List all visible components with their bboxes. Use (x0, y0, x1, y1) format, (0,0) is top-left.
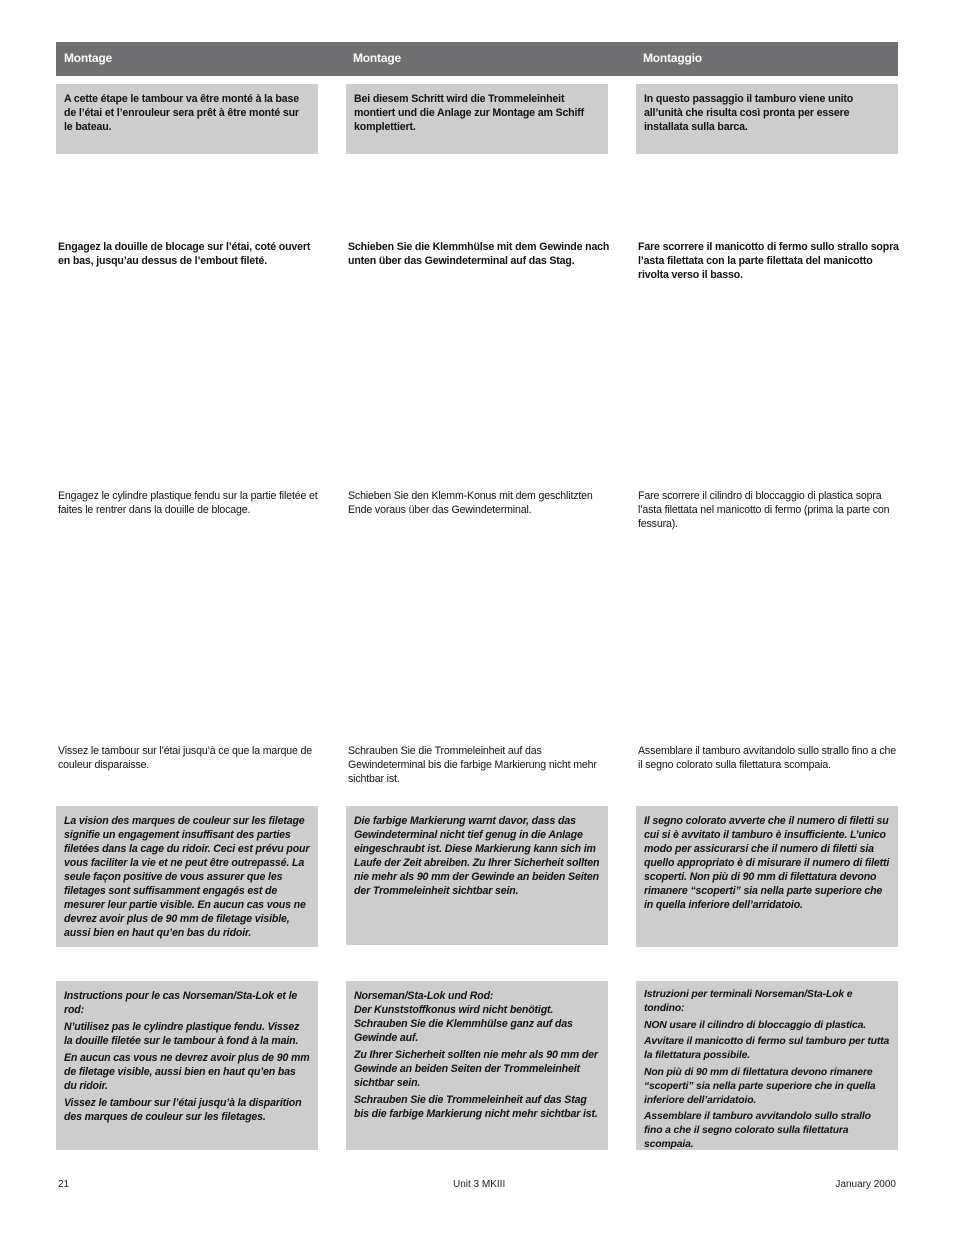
header-label-italian: Montaggio (643, 51, 702, 65)
step2-text-french: Engagez le cylindre plastique fendu sur la partie filetée et faites le rentrer dans la douille de blocage. (58, 490, 318, 516)
header-label-german: Montage (353, 51, 401, 65)
warning-box-french (56, 806, 318, 947)
norseman-it-line-5: Assemblare il tamburo avvitandolo sullo strallo fino a che il segno colorato sulla filettatura scompaia. (644, 1111, 871, 1150)
norseman-fr-line-3: En aucun cas vous ne devrez avoir plus de 90 mm de filetage visible, aussi bien en haut qu’en bas du ridoir. (64, 1052, 310, 1092)
norseman-fr-line-4: Vissez le tambour sur l’étai jusqu’à la disparition des marques de couleur sur les filetages. (64, 1097, 302, 1123)
norseman-de-line-3: Zu Ihrer Sicherheit sollten nie mehr als 90 mm der Gewinde an beiden Seiten der Trommeleinheit sichtbar sein. (354, 1049, 598, 1089)
step3-text-german: Schrauben Sie die Trommeleinheit auf das Gewindeterminal bis die farbige Markierung nicht mehr sichtbar ist. (348, 745, 597, 785)
intro-text-italian: In questo passaggio il tamburo viene unito all’unità che risulta così pronta per essere installata sulla barca. (644, 93, 854, 133)
warning-box-german (346, 806, 608, 945)
header-label-french: Montage (64, 51, 112, 65)
intro-box-french (56, 84, 318, 154)
step3-text-italian: Assemblare il tamburo avvitandolo sullo strallo fino a che il segno colorato sulla filettatura scompaia. (638, 745, 897, 771)
norseman-de-line-2: Der Kunststoffkonus wird nicht benötigt. Schrauben Sie die Klemmhülse ganz auf das Gewinde auf. (354, 1004, 573, 1044)
norseman-box-german (346, 981, 608, 1150)
norseman-it-line-4: Non più di 90 mm di filettatura devono rimanere “scoperti” sia nella parte superiore che in quella inferiore dell’arridatoio. (644, 1066, 876, 1106)
warning-box-italian (636, 806, 898, 947)
step2-text-german: Schieben Sie den Klemm-Konus mit dem geschlitzten Ende voraus über das Gewindeterminal. (348, 490, 593, 516)
footer-date: January 2000 (835, 1179, 896, 1190)
step1-text-french: Engagez la douille de blocage sur l’étai, coté ouvert en bas, jusqu’au dessus de l’embout fileté. (58, 241, 311, 267)
norseman-box-italian (636, 981, 898, 1150)
step1-text-german: Schieben Sie die Klemmhülse mit dem Gewinde nach unten über das Gewindeterminal auf das Stag. (348, 241, 610, 267)
norseman-it-line-1: Istruzioni per terminali Norseman/Sta-Lok e tondino: (644, 989, 853, 1014)
norseman-de-line-1: Norseman/Sta-Lok und Rod: (354, 990, 494, 1002)
step3-text-french: Vissez le tambour sur l’étai jusqu’à ce que la marque de couleur disparaisse. (58, 745, 313, 771)
norseman-it-line-3: Avvitare il manicotto di fermo sul tamburo per tutta la filettatura possibile. (644, 1036, 890, 1062)
norseman-it-line-2: NON usare il cilindro di bloccaggio di plastica. (644, 1019, 867, 1031)
header-bar (56, 42, 898, 76)
intro-box-german (346, 84, 608, 154)
warning-text-italian: Il segno colorato avverte che il numero di filetti su cui si è avvitato il tamburo è insufficiente. L’unico modo per assicurarsi che il numero di filetti sia quello appropriato è di misurare il numero di filetti scoperti. Non più di 90 mm di filettatura devono rimanere “scoperti” sia nella parte superiore che in quella inferiore dell’arridatoio. (644, 815, 890, 911)
footer-unit: Unit 3 MKIII (453, 1179, 506, 1190)
norseman-fr-line-2: N’utilisez pas le cylindre plastique fendu. Vissez la douille filetée sur le tambour à fond à la main. (64, 1021, 300, 1047)
norseman-fr-line-1: Instructions pour le cas Norseman/Sta-Lok et le rod: (64, 990, 298, 1016)
norseman-box-french (56, 981, 318, 1150)
intro-text-french: A cette étape le tambour va être monté à la base de l’étai et l’enrouleur sera prêt à être monté sur le bateau. (64, 93, 299, 133)
warning-text-german: Die farbige Markierung warnt davor, dass das Gewindeterminal nicht tief genug in die Anlage eingeschraubt ist. Diese Markierung kann sich im Laufe der Zeit abreiben. Zu Ihrer Sicherheit sollten nie mehr als 90 mm der Gewinde an beiden Seiten der Trommeleinheit sichtbar sein. (354, 815, 600, 897)
step2-text-italian: Fare scorrere il cilindro di bloccaggio di plastica sopra l’asta filettata nel manicotto di fermo (prima la parte con fessura). (638, 490, 890, 530)
intro-text-german: Bei diesem Schritt wird die Trommeleinheit montiert und die Anlage zur Montage am Schiff komplettiert. (354, 93, 585, 133)
footer-page-number: 21 (58, 1179, 70, 1190)
intro-box-italian (636, 84, 898, 154)
warning-text-french: La vision des marques de couleur sur les filetage signifie un engagement insuffisant des parties filetées dans la cage du ridoir. Ceci est prévu pour vous faciliter la vie et ne peut être outrepassé. La seule façon positive de vous assurer que les filetages sont suffisamment engagés est de mesurer leur partie visible. En aucun cas vous ne devrez avoir plus de 90 mm de filetage visible, aussi bien en haut qu’en bas du ridoir. (64, 815, 310, 939)
norseman-de-line-4: Schrauben Sie die Trommeleinheit auf das Stag bis die farbige Markierung nicht mehr sichtbar ist. (354, 1094, 598, 1120)
step1-text-italian: Fare scorrere il manicotto di fermo sullo strallo sopra l’asta filettata con la parte filettata del manicotto rivolta verso il basso. (638, 241, 899, 281)
